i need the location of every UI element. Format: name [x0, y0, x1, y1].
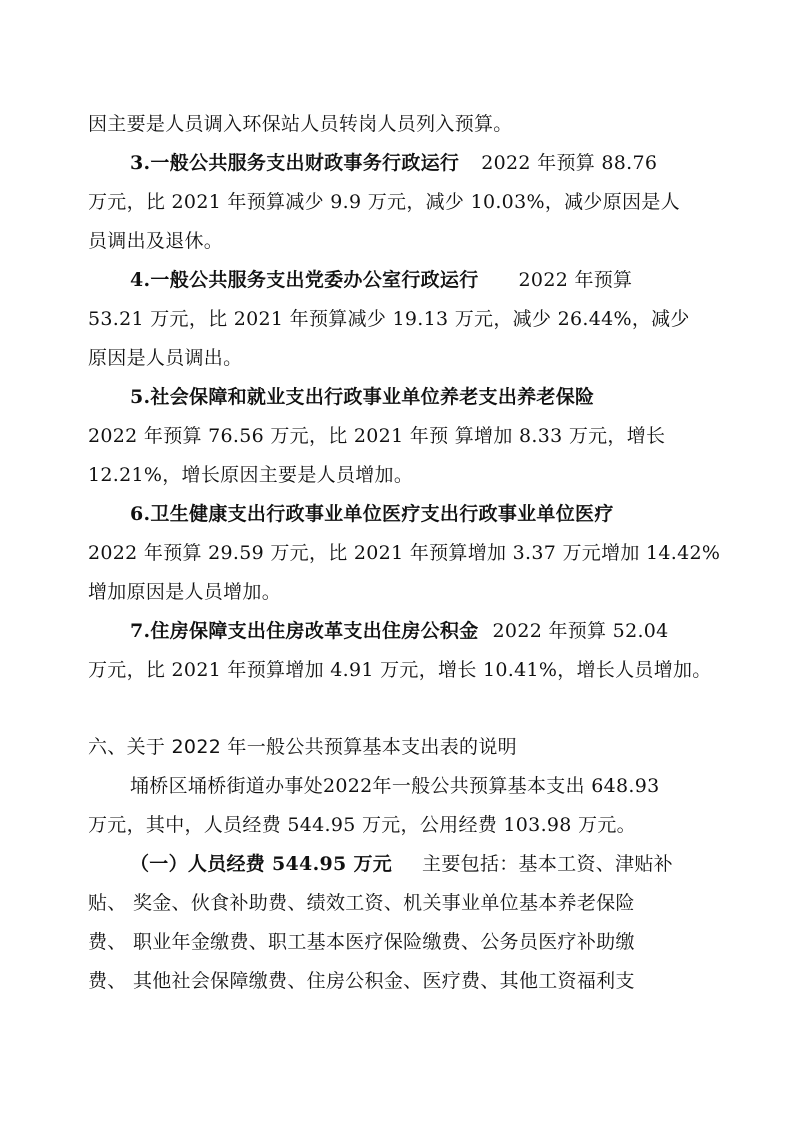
- item-3-line: 万元，比 2021 年预算减少 9.9 万元，减少 10.03%，减少原因是人: [88, 191, 680, 213]
- item-5-line: 12.21%，增长原因主要是人员增加。: [88, 464, 414, 486]
- item-7-first-line: [130, 619, 710, 643]
- personnel-line: 费、 其他社会保障缴费、住房公积金、医疗费、其他工资福利支: [88, 970, 635, 992]
- item-3-text: 2022 年预算 88.76: [481, 152, 658, 174]
- item-4-text: 2022 年预算: [518, 269, 633, 291]
- item-4-line: 53.21 万元，比 2021 年预算减少 19.13 万元，减少 26.44%，减少: [88, 308, 690, 330]
- section-6-paragraph-line: 万元，其中，人员经费 544.95 万元，公用经费 103.98 万元。: [88, 814, 636, 836]
- item-6-heading: 6.卫生健康支出行政事业单位医疗支出行政事业单位医疗: [130, 503, 614, 525]
- personnel-first-line: [130, 852, 710, 876]
- item-3-heading: 3.一般公共服务支出财政事务行政运行: [130, 152, 460, 174]
- section-6-paragraph-line: 埇桥区埇桥街道办事处2022年一般公共预算基本支出 648.93: [130, 775, 660, 797]
- item-6-line: 2022 年预算 29.59 万元，比 2021 年预算增加 3.37 万元增加 14.42%: [88, 542, 721, 564]
- personnel-line: 贴、 奖金、伙食补助费、绩效工资、机关事业单位基本养老保险: [88, 892, 635, 914]
- item-6-line: 增加原因是人员增加。: [88, 581, 282, 603]
- item-4-line: 原因是人员调出。: [88, 347, 243, 369]
- item-7-heading: 7.住房保障支出住房改革支出住房公积金: [130, 620, 479, 642]
- personnel-text: 主要包括：基本工资、津贴补: [422, 853, 673, 875]
- item-5-heading: 5.社会保障和就业支出行政事业单位养老支出养老保险: [130, 386, 595, 408]
- item-7-text: 2022 年预算 52.04: [492, 620, 669, 642]
- section-6-title: 六、关于 2022 年一般公共预算基本支出表的说明: [88, 736, 517, 758]
- item-5-line: 2022 年预算 76.56 万元，比 2021 年预 算增加 8.33 万元，增长: [88, 425, 666, 447]
- item-4-heading: 4.一般公共服务支出党委办公室行政运行: [130, 269, 479, 291]
- item-3-first-line: [130, 151, 710, 175]
- personnel-line: 费、 职业年金缴费、职工基本医疗保险缴费、公务员医疗补助缴: [88, 931, 635, 953]
- item-3-line: 员调出及退休。: [88, 230, 224, 252]
- item-4-first-line: [130, 268, 710, 292]
- item-7-line: 万元，比 2021 年预算增加 4.91 万元，增长 10.41%，增长人员增加。: [88, 659, 712, 681]
- personnel-heading: （一）人员经费 544.95 万元: [130, 853, 393, 875]
- intro-line: 因主要是人员调入环保站人员转岗人员列入预算。: [88, 113, 513, 135]
